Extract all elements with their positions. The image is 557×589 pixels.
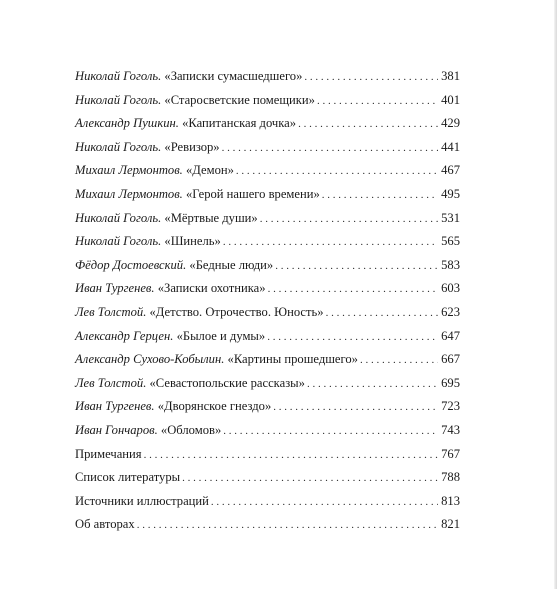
toc-entry-author: Александр Сухово-Кобылин. [75, 352, 225, 367]
toc-dot-leader [275, 256, 438, 276]
toc-entry-title [75, 184, 320, 204]
toc-dot-leader [317, 91, 438, 111]
toc-entry-page: 767 [441, 446, 460, 461]
toc-entry-work: «Капитанская дочка» [182, 116, 297, 131]
toc-dot-leader [260, 209, 438, 229]
toc-entry[interactable] [75, 231, 460, 255]
toc-entry-page: 667 [441, 352, 460, 367]
toc-entry-work: «Старосветские помещики» [164, 92, 315, 107]
toc-entry-page: 381 [441, 69, 460, 83]
toc-entry[interactable] [75, 113, 460, 137]
toc-entry[interactable] [75, 349, 460, 373]
toc-entry-title [75, 255, 273, 275]
toc-dot-leader [298, 114, 438, 134]
toc-entry-author: Николай Гоголь. [75, 69, 162, 83]
toc-dot-leader [273, 397, 438, 417]
toc-entry-page: 623 [441, 304, 460, 319]
toc-entry-title: Список литературы [75, 470, 181, 485]
toc-entry-author: Иван Тургенев. [75, 399, 155, 414]
toc-entry-title [75, 231, 221, 251]
toc-dot-leader [222, 138, 438, 158]
toc-entry-page: 441 [441, 139, 460, 154]
toc-entry-author: Лев Толстой. [75, 375, 147, 390]
toc-entry[interactable] [75, 90, 460, 114]
toc-entry-author: Николай Гоголь. [75, 234, 162, 249]
toc-entry-author: Николай Гоголь. [75, 92, 162, 107]
toc-entry-author: Николай Гоголь. [75, 139, 162, 154]
toc-entry-work: «Демон» [185, 163, 234, 178]
toc-entry-title [75, 278, 266, 298]
toc-entry-title [75, 373, 305, 393]
toc-entry-page: 495 [441, 186, 460, 201]
toc-entry-title [75, 113, 296, 133]
toc-entry[interactable] [75, 326, 460, 350]
toc-entry-page: 603 [441, 281, 460, 296]
toc-entry-work: «Мёртвые души» [164, 210, 258, 225]
toc-entry-title [75, 90, 315, 110]
toc-dot-leader [268, 279, 438, 299]
toc-entry-author: Иван Тургенев. [75, 281, 155, 296]
toc-entry-page: 821 [441, 517, 460, 532]
toc-entry[interactable] [75, 396, 460, 420]
toc-entry-page: 565 [441, 234, 460, 249]
toc-entry-title [75, 137, 220, 157]
toc-entry-page: 788 [441, 470, 460, 485]
toc-entry[interactable] [75, 467, 460, 491]
toc-dot-leader [304, 67, 438, 87]
toc-entry-title: Об авторах [75, 517, 135, 532]
toc-entry-author: Александр Пушкин. [75, 116, 179, 131]
toc-entry[interactable] [75, 278, 460, 302]
toc-entry-title [75, 396, 271, 416]
toc-entry-title [75, 326, 265, 346]
toc-entry-title [75, 66, 302, 86]
toc-entry-page: 531 [441, 210, 460, 225]
toc-entry-author: Лев Толстой. [75, 304, 147, 319]
toc-entry-title: Примечания [75, 446, 142, 461]
toc-entry[interactable] [75, 420, 460, 444]
toc-dot-leader [326, 303, 438, 323]
toc-entry-work: «Записки охотника» [157, 281, 266, 296]
toc-entry-page: 723 [441, 399, 460, 414]
toc-entry-page: 467 [441, 163, 460, 178]
toc-entry-author: Михаил Лермонтов. [75, 186, 183, 201]
toc-entry-work: «Обломов» [160, 422, 222, 437]
toc-entry-page: 813 [441, 493, 460, 508]
toc-entry-page: 647 [441, 328, 460, 343]
toc-entry-title: Источники иллюстраций [75, 493, 209, 508]
toc-dot-leader [137, 515, 438, 535]
toc-entry-page: 743 [441, 422, 460, 437]
toc-dot-leader [223, 232, 438, 252]
toc-entry-title [75, 420, 221, 440]
toc-entry-work: «Записки сумасшедшего» [164, 69, 303, 83]
toc-dot-leader [211, 492, 438, 512]
toc-entry[interactable] [75, 66, 460, 90]
toc-entry[interactable] [75, 137, 460, 161]
toc-entry[interactable] [75, 444, 460, 468]
toc-entry-title [75, 208, 258, 228]
toc-entry-author: Михаил Лермонтов. [75, 163, 183, 178]
toc-entry[interactable] [75, 514, 460, 538]
toc-entry-title [75, 349, 358, 369]
toc-dot-leader [267, 327, 438, 347]
toc-entry-work: «Былое и думы» [176, 328, 266, 343]
toc-entry[interactable] [75, 160, 460, 184]
toc-entry-page: 583 [441, 257, 460, 272]
toc-dot-leader [223, 421, 438, 441]
toc-entry-author: Фёдор Достоевский. [75, 257, 187, 272]
toc-entry-author: Иван Гончаров. [75, 422, 158, 437]
table-of-contents [75, 66, 460, 538]
toc-entry[interactable] [75, 302, 460, 326]
toc-entry-title [75, 302, 324, 322]
toc-dot-leader [236, 161, 438, 181]
toc-entry-author: Николай Гоголь. [75, 210, 162, 225]
toc-entry-work: «Ревизор» [164, 139, 220, 154]
toc-dot-leader [307, 374, 438, 394]
toc-entry[interactable] [75, 208, 460, 232]
toc-entry-work: «Севастопольские рассказы» [149, 375, 305, 390]
toc-entry-work: «Дворянское гнездо» [157, 399, 272, 414]
toc-entry-work: «Детство. Отрочество. Юность» [149, 304, 324, 319]
toc-entry-page: 429 [441, 116, 460, 131]
toc-dot-leader [144, 445, 438, 465]
toc-dot-leader [360, 350, 438, 370]
toc-entry[interactable] [75, 255, 460, 279]
toc-entry-author: Александр Герцен. [75, 328, 174, 343]
toc-entry-work: «Картины прошедшего» [227, 352, 358, 367]
toc-entry-page: 695 [441, 375, 460, 390]
toc-entry-title [75, 160, 234, 180]
toc-entry[interactable] [75, 491, 460, 515]
toc-entry-page: 401 [441, 92, 460, 107]
toc-dot-leader [182, 468, 438, 488]
toc-entry-work: «Герой нашего времени» [185, 186, 320, 201]
toc-dot-leader [322, 185, 438, 205]
toc-entry-work: «Бедные люди» [189, 257, 274, 272]
toc-entry[interactable] [75, 373, 460, 397]
toc-entry[interactable] [75, 184, 460, 208]
toc-entry-work: «Шинель» [164, 234, 221, 249]
